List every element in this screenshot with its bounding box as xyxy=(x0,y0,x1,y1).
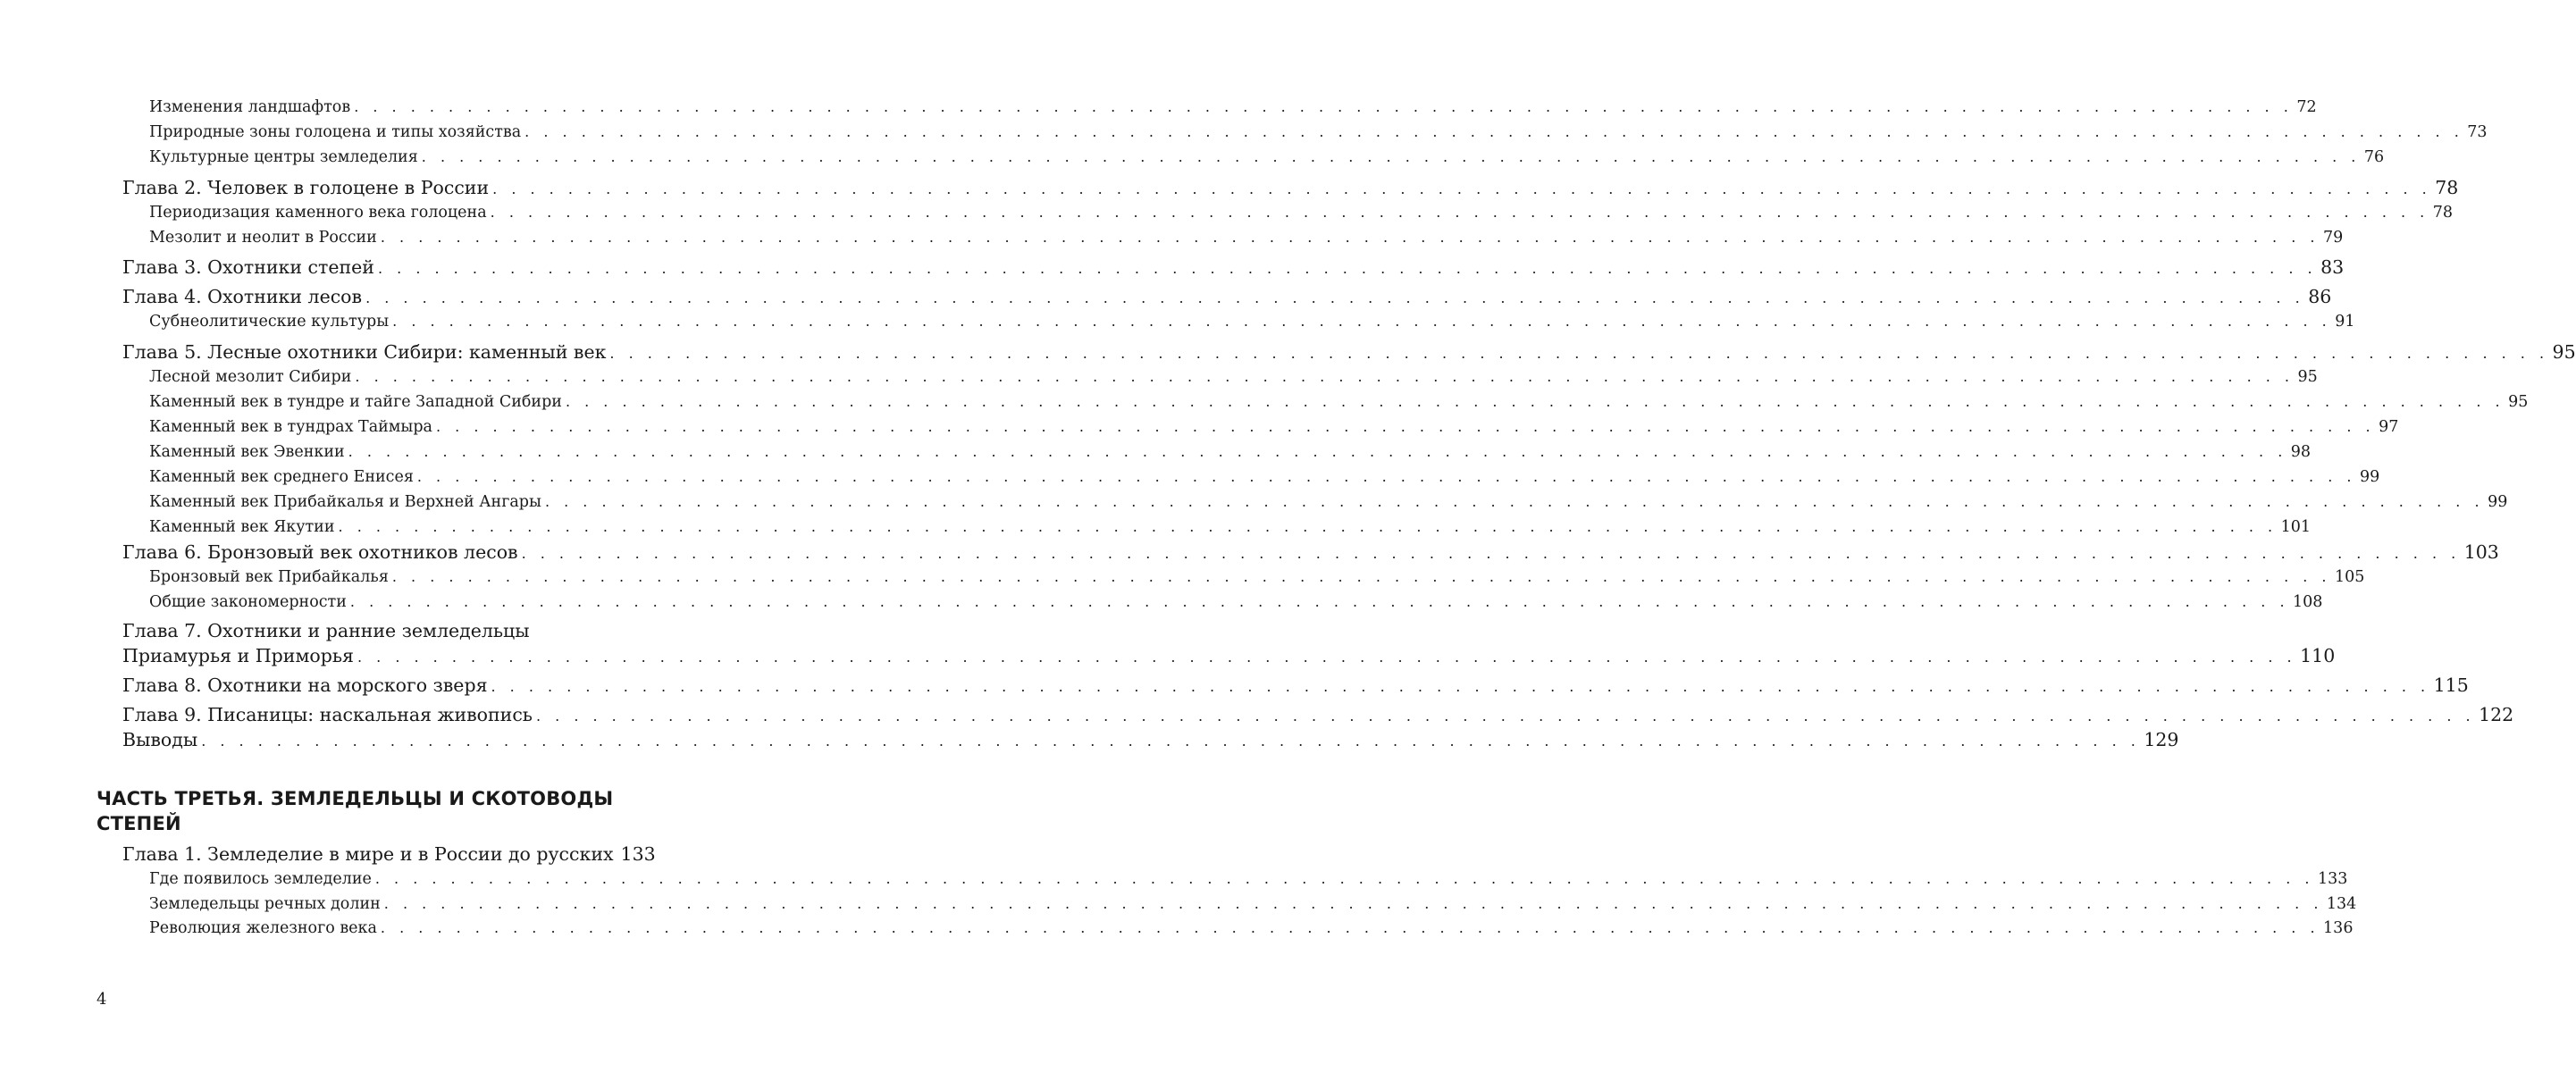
toc-entry-page: 95 xyxy=(2508,393,2529,411)
toc-entry-page: 99 xyxy=(2359,468,2380,486)
leader-dots xyxy=(381,225,2320,250)
toc-entry-title: Природные зоны голоцена и типы хозяйства xyxy=(149,123,522,141)
toc-entry-page: 134 xyxy=(2326,895,2357,913)
toc-entry-page: 101 xyxy=(2280,518,2312,536)
toc-entry-page: 108 xyxy=(2293,593,2323,611)
toc-entry-title: Революция железного века xyxy=(149,919,377,937)
leader-dots xyxy=(384,892,2323,917)
toc-entry xyxy=(149,309,2355,334)
toc-chapter xyxy=(122,175,2459,200)
toc-entry-page: 78 xyxy=(2435,177,2459,198)
leader-dots xyxy=(436,415,2375,440)
toc-entry-page: 86 xyxy=(2308,286,2332,307)
part-heading xyxy=(96,786,633,836)
toc-entry xyxy=(149,916,2354,941)
toc-entry-title: Каменный век в тундре и тайге Западной Сибири xyxy=(149,393,562,411)
toc-entry-page: 129 xyxy=(2144,729,2179,750)
toc-entry-title: Глава 4. Охотники лесов xyxy=(122,286,363,307)
toc-entry-page: 110 xyxy=(2300,645,2336,666)
toc-entry-page: 79 xyxy=(2322,229,2344,247)
leader-dots xyxy=(201,729,2140,754)
toc-entry-title: Глава 5. Лесные охотники Сибири: каменный век xyxy=(122,341,607,363)
leader-dots xyxy=(350,590,2289,615)
toc-entry-title: Приамурья и Приморья xyxy=(122,645,354,666)
toc-entry-title: Где появилось земледелие xyxy=(149,870,372,888)
leader-dots xyxy=(545,490,2484,515)
leader-dots xyxy=(381,916,2320,941)
toc-entry-title: Субнеолитические культуры xyxy=(149,313,390,331)
toc-chapter-line: Глава 7. Охотники и ранние земледельцы xyxy=(122,620,530,641)
toc-entry-title: Бронзовый век Прибайкалья xyxy=(149,568,389,586)
part-heading-line: СТЕПЕЙ xyxy=(96,813,181,834)
toc-entry xyxy=(149,120,2488,145)
toc-entry-page: 133 xyxy=(620,843,656,865)
leader-dots xyxy=(422,145,2361,170)
page-number: 4 xyxy=(96,990,107,1009)
toc-entry-title: Каменный век Якутии xyxy=(149,518,335,536)
toc-entry-page: 115 xyxy=(2433,674,2469,696)
leader-dots xyxy=(522,541,2461,566)
leader-dots xyxy=(375,867,2314,892)
part-heading-line: ЧАСТЬ ТРЕТЬЯ. ЗЕМЛЕДЕЛЬЦЫ И СКОТОВОДЫ xyxy=(96,788,614,809)
leader-dots xyxy=(566,390,2505,415)
leader-dots xyxy=(609,341,2548,366)
leader-dots xyxy=(492,177,2431,202)
toc-entry-page: 97 xyxy=(2379,418,2399,436)
toc-entry xyxy=(149,490,2508,515)
toc-entry-title: Изменения ландшафтов xyxy=(149,98,351,116)
toc-entry-title: Периодизация каменного века голоцена xyxy=(149,204,487,222)
toc-entry-title: Каменный век в тундрах Таймыра xyxy=(149,418,432,436)
toc-chapter xyxy=(122,702,2514,727)
leader-dots xyxy=(417,465,2356,490)
leader-dots xyxy=(392,565,2331,590)
toc-entry-title: Мезолит и неолит в России xyxy=(149,229,377,247)
leader-dots xyxy=(365,286,2304,311)
toc-entry xyxy=(149,515,2312,540)
toc-entry-title: Земледельцы речных долин xyxy=(149,895,381,913)
toc-entry-title: Глава 6. Бронзовый век охотников лесов xyxy=(122,541,518,563)
toc-entry-title: Глава 2. Человек в голоцене в России xyxy=(122,177,490,198)
leader-dots xyxy=(536,704,2475,729)
toc-entry-title: Глава 3. Охотники степей xyxy=(122,256,374,278)
leader-dots xyxy=(491,674,2430,699)
toc-entry-page: 136 xyxy=(2323,919,2354,937)
toc-entry-page: 78 xyxy=(2432,204,2454,222)
toc-entry-title: Каменный век Прибайкалья и Верхней Ангары xyxy=(149,493,541,511)
toc-entry-title: Выводы xyxy=(122,729,198,750)
toc-entry xyxy=(149,892,2357,917)
toc-entry xyxy=(149,200,2454,225)
toc-entry-page: 103 xyxy=(2463,541,2499,563)
toc-entry xyxy=(149,590,2323,615)
toc-chapter xyxy=(122,339,2576,364)
toc-entry xyxy=(149,364,2318,390)
toc-entry-page: 133 xyxy=(2317,870,2348,888)
toc-entry-page: 91 xyxy=(2335,313,2355,331)
toc-entry-title: Глава 1. Земледелие в мире и в России до русских xyxy=(122,843,614,865)
leader-dots xyxy=(357,645,2296,670)
toc-entry-page: 105 xyxy=(2335,568,2365,586)
leader-dots xyxy=(355,364,2294,390)
toc-chapter xyxy=(122,284,2332,309)
leader-dots xyxy=(491,200,2429,225)
toc-entry-page: 95 xyxy=(2297,368,2318,386)
toc-entry-title: Лесной мезолит Сибири xyxy=(149,368,352,386)
toc-entry-title: Каменный век Эвенкии xyxy=(149,443,345,461)
toc-entry-page: 73 xyxy=(2467,123,2488,141)
toc-entry-page: 98 xyxy=(2290,443,2312,461)
leader-dots xyxy=(378,256,2317,281)
toc-chapter xyxy=(122,643,2336,668)
toc-entry-title: Культурные центры земледелия xyxy=(149,148,418,166)
toc-entry-page: 76 xyxy=(2363,148,2385,166)
toc-entry xyxy=(149,390,2529,415)
toc-entry-page: 99 xyxy=(2488,493,2508,511)
toc-entry-page: 83 xyxy=(2320,256,2345,278)
toc-chapter xyxy=(122,842,656,867)
toc-entry-title: Каменный век среднего Енисея xyxy=(149,468,414,486)
toc-entry xyxy=(149,95,2317,120)
toc-entry-page: 122 xyxy=(2479,704,2514,725)
toc-entry-title: Глава 9. Писаницы: наскальная живопись xyxy=(122,704,533,725)
toc-chapter xyxy=(122,255,2345,280)
toc-entry-title: Глава 8. Охотники на морского зверя xyxy=(122,674,488,696)
toc-entry xyxy=(149,415,2399,440)
toc-chapter xyxy=(122,727,2179,752)
toc-entry-page: 95 xyxy=(2552,341,2576,363)
toc-chapter xyxy=(122,540,2499,565)
leader-dots xyxy=(392,309,2331,334)
toc-entry xyxy=(149,440,2312,465)
toc-entry xyxy=(149,145,2385,170)
toc-entry xyxy=(149,465,2380,490)
toc-entry-page: 72 xyxy=(2296,98,2317,116)
leader-dots xyxy=(348,440,2287,465)
leader-dots xyxy=(354,95,2293,120)
toc-chapter xyxy=(122,673,2469,698)
toc-entry xyxy=(149,867,2348,892)
leader-dots xyxy=(524,120,2463,145)
toc-entry xyxy=(149,565,2365,590)
toc-entry-title: Общие закономерности xyxy=(149,593,347,611)
leader-dots xyxy=(339,515,2278,540)
toc-entry xyxy=(149,225,2344,250)
